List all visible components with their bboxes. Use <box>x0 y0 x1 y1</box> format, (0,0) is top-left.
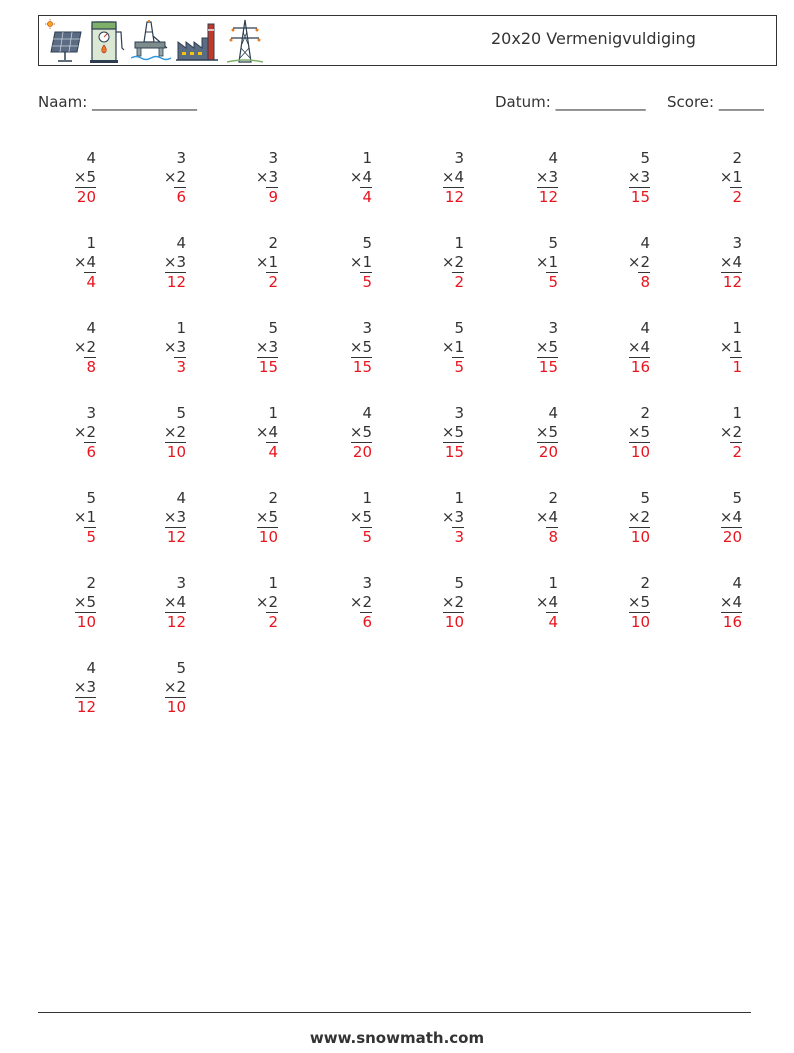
problem-2-6 <box>518 234 558 292</box>
multiplier: ×3 <box>163 253 186 271</box>
multiplier: ×3 <box>255 338 278 356</box>
answer: 10 <box>444 613 464 631</box>
problem-1-4 <box>332 149 372 207</box>
multiplier: ×3 <box>627 168 650 186</box>
problem-4-7 <box>610 404 650 462</box>
problem-3-4 <box>332 319 372 377</box>
problem-7-1 <box>56 659 96 717</box>
multiplicand: 4 <box>86 319 96 337</box>
answer: 10 <box>630 613 650 631</box>
answer: 6 <box>362 613 372 631</box>
answer: 9 <box>268 188 278 206</box>
multiplier: ×3 <box>73 678 96 696</box>
answer: 20 <box>722 528 742 546</box>
answer: 3 <box>176 358 186 376</box>
problem-2-4 <box>332 234 372 292</box>
multiplier: ×3 <box>441 508 464 526</box>
answer: 2 <box>268 273 278 291</box>
answer: 12 <box>76 698 96 716</box>
multiplicand: 4 <box>176 234 186 252</box>
answer: 2 <box>454 273 464 291</box>
multiplier: ×4 <box>255 423 278 441</box>
answer: 10 <box>258 528 278 546</box>
multiplier: ×5 <box>627 593 650 611</box>
answer: 15 <box>352 358 372 376</box>
answer: 8 <box>548 528 558 546</box>
answer: 6 <box>86 443 96 461</box>
answer: 5 <box>454 358 464 376</box>
multiplier: ×2 <box>441 593 464 611</box>
oil-rig-icon <box>131 18 173 64</box>
multiplicand: 4 <box>548 149 558 167</box>
problem-7-2 <box>146 659 186 717</box>
answer: 10 <box>630 443 650 461</box>
multiplier: ×2 <box>627 508 650 526</box>
problem-5-6 <box>518 489 558 547</box>
multiplier: ×1 <box>73 508 96 526</box>
footer-url: www.snowmath.com <box>309 1029 485 1047</box>
answer: 12 <box>538 188 558 206</box>
multiplier: ×2 <box>349 593 372 611</box>
problem-6-4 <box>332 574 372 632</box>
problem-3-6 <box>518 319 558 377</box>
problem-5-1 <box>56 489 96 547</box>
problem-4-8 <box>702 404 742 462</box>
answer: 20 <box>352 443 372 461</box>
multiplier: ×3 <box>255 168 278 186</box>
problem-5-5 <box>424 489 464 547</box>
multiplicand: 5 <box>176 659 186 677</box>
multiplicand: 3 <box>176 149 186 167</box>
answer: 3 <box>454 528 464 546</box>
multiplicand: 3 <box>548 319 558 337</box>
answer: 5 <box>362 528 372 546</box>
problem-6-6 <box>518 574 558 632</box>
answer: 5 <box>86 528 96 546</box>
multiplier: ×4 <box>163 593 186 611</box>
multiplier: ×2 <box>627 253 650 271</box>
multiplicand: 5 <box>640 149 650 167</box>
multiplicand: 2 <box>86 574 96 592</box>
problem-1-2 <box>146 149 186 207</box>
multiplicand: 1 <box>362 489 372 507</box>
multiplicand: 4 <box>640 319 650 337</box>
multiplier: ×2 <box>441 253 464 271</box>
problem-2-8 <box>702 234 742 292</box>
problem-6-3 <box>238 574 278 632</box>
multiplier: ×4 <box>719 508 742 526</box>
multiplicand: 1 <box>732 404 742 422</box>
problem-1-5 <box>424 149 464 207</box>
multiplicand: 2 <box>732 149 742 167</box>
problem-6-1 <box>56 574 96 632</box>
fuel-pump-icon <box>88 18 128 64</box>
multiplier: ×4 <box>719 253 742 271</box>
multiplicand: 2 <box>640 574 650 592</box>
answer: 5 <box>548 273 558 291</box>
answer: 4 <box>548 613 558 631</box>
multiplier: ×1 <box>719 168 742 186</box>
problem-5-3 <box>238 489 278 547</box>
multiplier: ×1 <box>349 253 372 271</box>
answer: 4 <box>268 443 278 461</box>
multiplier: ×5 <box>73 168 96 186</box>
answer: 6 <box>176 188 186 206</box>
answer: 12 <box>166 528 186 546</box>
problem-1-3 <box>238 149 278 207</box>
multiplier: ×5 <box>627 423 650 441</box>
problem-5-2 <box>146 489 186 547</box>
multiplicand: 3 <box>362 319 372 337</box>
multiplicand: 1 <box>732 319 742 337</box>
multiplier: ×4 <box>349 168 372 186</box>
multiplicand: 4 <box>176 489 186 507</box>
multiplier: ×2 <box>73 338 96 356</box>
problem-4-2 <box>146 404 186 462</box>
multiplier: ×5 <box>73 593 96 611</box>
multiplicand: 4 <box>86 659 96 677</box>
answer: 15 <box>258 358 278 376</box>
multiplier: ×1 <box>535 253 558 271</box>
problem-6-2 <box>146 574 186 632</box>
problem-5-4 <box>332 489 372 547</box>
solar-panel-icon <box>45 18 85 64</box>
problem-2-3 <box>238 234 278 292</box>
multiplicand: 4 <box>732 574 742 592</box>
problem-4-6 <box>518 404 558 462</box>
multiplicand: 1 <box>86 234 96 252</box>
multiplicand: 5 <box>268 319 278 337</box>
problem-1-7 <box>610 149 650 207</box>
problem-6-5 <box>424 574 464 632</box>
problem-5-8 <box>702 489 742 547</box>
multiplier: ×5 <box>255 508 278 526</box>
multiplicand: 1 <box>454 489 464 507</box>
multiplicand: 2 <box>548 489 558 507</box>
multiplier: ×3 <box>163 508 186 526</box>
multiplier: ×4 <box>441 168 464 186</box>
multiplier: ×4 <box>719 593 742 611</box>
multiplier: ×4 <box>627 338 650 356</box>
multiplicand: 5 <box>454 574 464 592</box>
power-pylon-icon <box>225 18 265 64</box>
multiplicand: 3 <box>176 574 186 592</box>
problem-6-7 <box>610 574 650 632</box>
problem-4-3 <box>238 404 278 462</box>
multiplier: ×2 <box>719 423 742 441</box>
multiplier: ×5 <box>535 338 558 356</box>
multiplicand: 5 <box>640 489 650 507</box>
answer: 2 <box>268 613 278 631</box>
answer: 12 <box>444 188 464 206</box>
answer: 15 <box>630 188 650 206</box>
multiplier: ×3 <box>535 168 558 186</box>
problem-3-7 <box>610 319 650 377</box>
problem-1-6 <box>518 149 558 207</box>
multiplier: ×5 <box>535 423 558 441</box>
answer: 10 <box>166 698 186 716</box>
multiplier: ×2 <box>255 593 278 611</box>
answer: 2 <box>732 188 742 206</box>
answer: 4 <box>86 273 96 291</box>
multiplier: ×4 <box>535 593 558 611</box>
multiplicand: 1 <box>176 319 186 337</box>
answer: 15 <box>444 443 464 461</box>
multiplier: ×5 <box>349 338 372 356</box>
multiplicand: 5 <box>548 234 558 252</box>
multiplier: ×2 <box>73 423 96 441</box>
problem-1-1 <box>56 149 96 207</box>
multiplicand: 3 <box>454 149 464 167</box>
multiplicand: 5 <box>86 489 96 507</box>
multiplier: ×2 <box>163 678 186 696</box>
multiplier: ×3 <box>163 338 186 356</box>
problem-5-7 <box>610 489 650 547</box>
answer: 16 <box>722 613 742 631</box>
multiplicand: 5 <box>454 319 464 337</box>
answer: 16 <box>630 358 650 376</box>
problem-2-5 <box>424 234 464 292</box>
problem-4-5 <box>424 404 464 462</box>
multiplicand: 1 <box>268 574 278 592</box>
multiplicand: 5 <box>176 404 186 422</box>
problem-3-1 <box>56 319 96 377</box>
answer: 20 <box>538 443 558 461</box>
multiplier: ×2 <box>163 423 186 441</box>
multiplicand: 1 <box>548 574 558 592</box>
answer: 10 <box>166 443 186 461</box>
problem-3-8 <box>702 319 742 377</box>
multiplicand: 3 <box>732 234 742 252</box>
answer: 12 <box>166 613 186 631</box>
answer: 8 <box>640 273 650 291</box>
answer: 12 <box>166 273 186 291</box>
multiplicand: 1 <box>454 234 464 252</box>
answer: 1 <box>732 358 742 376</box>
answer: 10 <box>630 528 650 546</box>
problem-1-8 <box>702 149 742 207</box>
multiplicand: 4 <box>640 234 650 252</box>
multiplicand: 2 <box>640 404 650 422</box>
multiplier: ×1 <box>719 338 742 356</box>
multiplicand: 4 <box>86 149 96 167</box>
multiplicand: 2 <box>268 234 278 252</box>
problem-3-5 <box>424 319 464 377</box>
multiplier: ×5 <box>349 508 372 526</box>
problem-3-2 <box>146 319 186 377</box>
problem-4-4 <box>332 404 372 462</box>
problem-3-3 <box>238 319 278 377</box>
multiplicand: 3 <box>86 404 96 422</box>
multiplicand: 3 <box>454 404 464 422</box>
multiplicand: 1 <box>268 404 278 422</box>
multiplicand: 5 <box>362 234 372 252</box>
multiplicand: 4 <box>548 404 558 422</box>
multiplicand: 5 <box>732 489 742 507</box>
name-field[interactable]: Naam: ______________ <box>38 93 198 111</box>
multiplier: ×1 <box>255 253 278 271</box>
answer: 5 <box>362 273 372 291</box>
multiplicand: 2 <box>268 489 278 507</box>
answer: 10 <box>76 613 96 631</box>
worksheet-header <box>38 15 777 66</box>
multiplier: ×4 <box>535 508 558 526</box>
answer: 15 <box>538 358 558 376</box>
answer: 12 <box>722 273 742 291</box>
problem-2-1 <box>56 234 96 292</box>
multiplier: ×1 <box>441 338 464 356</box>
date-field[interactable]: Datum: ____________ <box>495 93 646 111</box>
multiplier: ×2 <box>163 168 186 186</box>
problem-4-1 <box>56 404 96 462</box>
multiplier: ×5 <box>441 423 464 441</box>
multiplier: ×5 <box>349 423 372 441</box>
score-field[interactable]: Score: ______ <box>667 93 764 111</box>
problem-2-2 <box>146 234 186 292</box>
answer: 2 <box>732 443 742 461</box>
worksheet-title: 20x20 Vermenigvuldiging <box>491 29 696 48</box>
multiplicand: 3 <box>362 574 372 592</box>
answer: 8 <box>86 358 96 376</box>
answer: 4 <box>362 188 372 206</box>
footer-divider <box>38 1012 751 1013</box>
answer: 20 <box>76 188 96 206</box>
multiplier: ×4 <box>73 253 96 271</box>
multiplicand: 1 <box>362 149 372 167</box>
factory-icon <box>176 18 220 64</box>
multiplicand: 4 <box>362 404 372 422</box>
problem-6-8 <box>702 574 742 632</box>
multiplicand: 3 <box>268 149 278 167</box>
problem-2-7 <box>610 234 650 292</box>
